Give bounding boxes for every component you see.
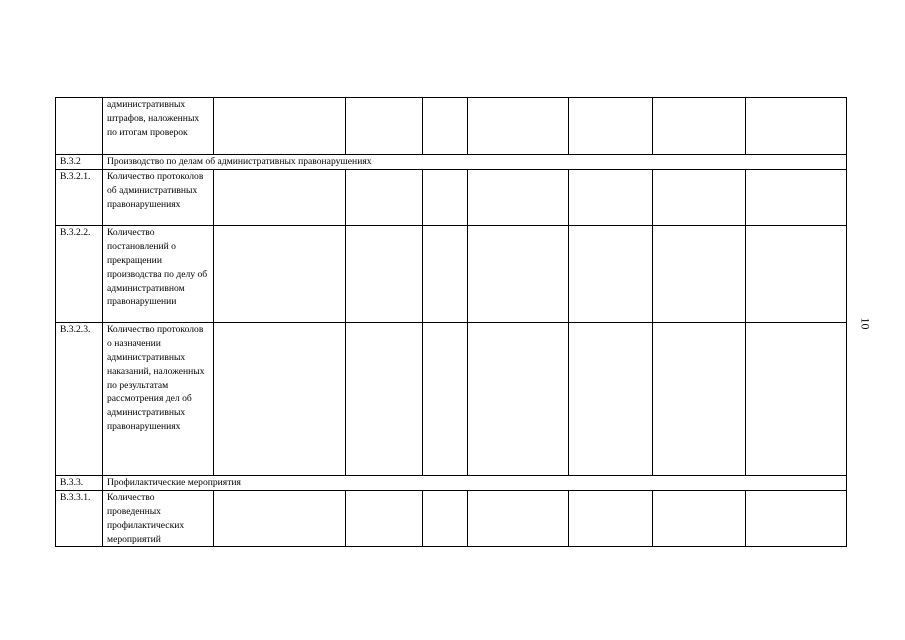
section-title: Профилактические мероприятия (103, 475, 847, 490)
table-cell (468, 322, 569, 475)
table-cell (423, 98, 468, 155)
row-name: Количество постановлений о прекращении производства по делу об административном правонарушении (103, 225, 214, 322)
row-name: Количество проведенных профилактических мероприятий (103, 490, 214, 547)
table-cell (346, 169, 423, 225)
indicators-table (55, 97, 847, 547)
table-cell (653, 225, 746, 322)
table-cell (214, 225, 346, 322)
section-row (56, 155, 847, 170)
table-cell (214, 169, 346, 225)
table-cell (214, 490, 346, 547)
table-cell (653, 322, 746, 475)
table-cell (423, 322, 468, 475)
row-code: В.3.2.3. (56, 322, 103, 475)
row-code: В.3.3.1. (56, 490, 103, 547)
table-cell (423, 169, 468, 225)
section-code: В.3.2 (56, 155, 103, 170)
row-name: административных штрафов, наложенных по итогам проверок (103, 98, 214, 155)
section-title: Производство по делам об административных правонарушениях (103, 155, 847, 170)
table-cell (746, 169, 847, 225)
table-cell (569, 225, 653, 322)
table-cell (423, 225, 468, 322)
table-cell (746, 322, 847, 475)
table-cell (569, 322, 653, 475)
table-cell (746, 98, 847, 155)
row-name: Количество протоколов об административных правонарушениях (103, 169, 214, 225)
table-cell (653, 490, 746, 547)
page-number: 10 (858, 317, 873, 330)
table-cell (346, 225, 423, 322)
table-row (56, 225, 847, 322)
table-cell (346, 98, 423, 155)
table-row (56, 490, 847, 547)
row-name: Количество протоколов о назначении административных наказаний, наложенных по результатам рассмотрения дел об административных правонарушениях (103, 322, 214, 475)
table-cell (423, 490, 468, 547)
table-cell (569, 490, 653, 547)
table-cell (346, 490, 423, 547)
table-cell (569, 169, 653, 225)
table-cell (468, 490, 569, 547)
table-cell (214, 322, 346, 475)
table-cell (653, 98, 746, 155)
row-code: В.3.2.1. (56, 169, 103, 225)
table-cell (653, 169, 746, 225)
table-cell (746, 225, 847, 322)
table-cell (468, 169, 569, 225)
table-cell (214, 98, 346, 155)
table-cell (569, 98, 653, 155)
table-cell (746, 490, 847, 547)
table-row (56, 169, 847, 225)
section-row (56, 475, 847, 490)
row-code: В.3.2.2. (56, 225, 103, 322)
table-cell (468, 98, 569, 155)
table-row (56, 322, 847, 475)
table-cell (346, 322, 423, 475)
row-code (56, 98, 103, 155)
table-cell (468, 225, 569, 322)
table-row (56, 98, 847, 155)
section-code: В.3.3. (56, 475, 103, 490)
